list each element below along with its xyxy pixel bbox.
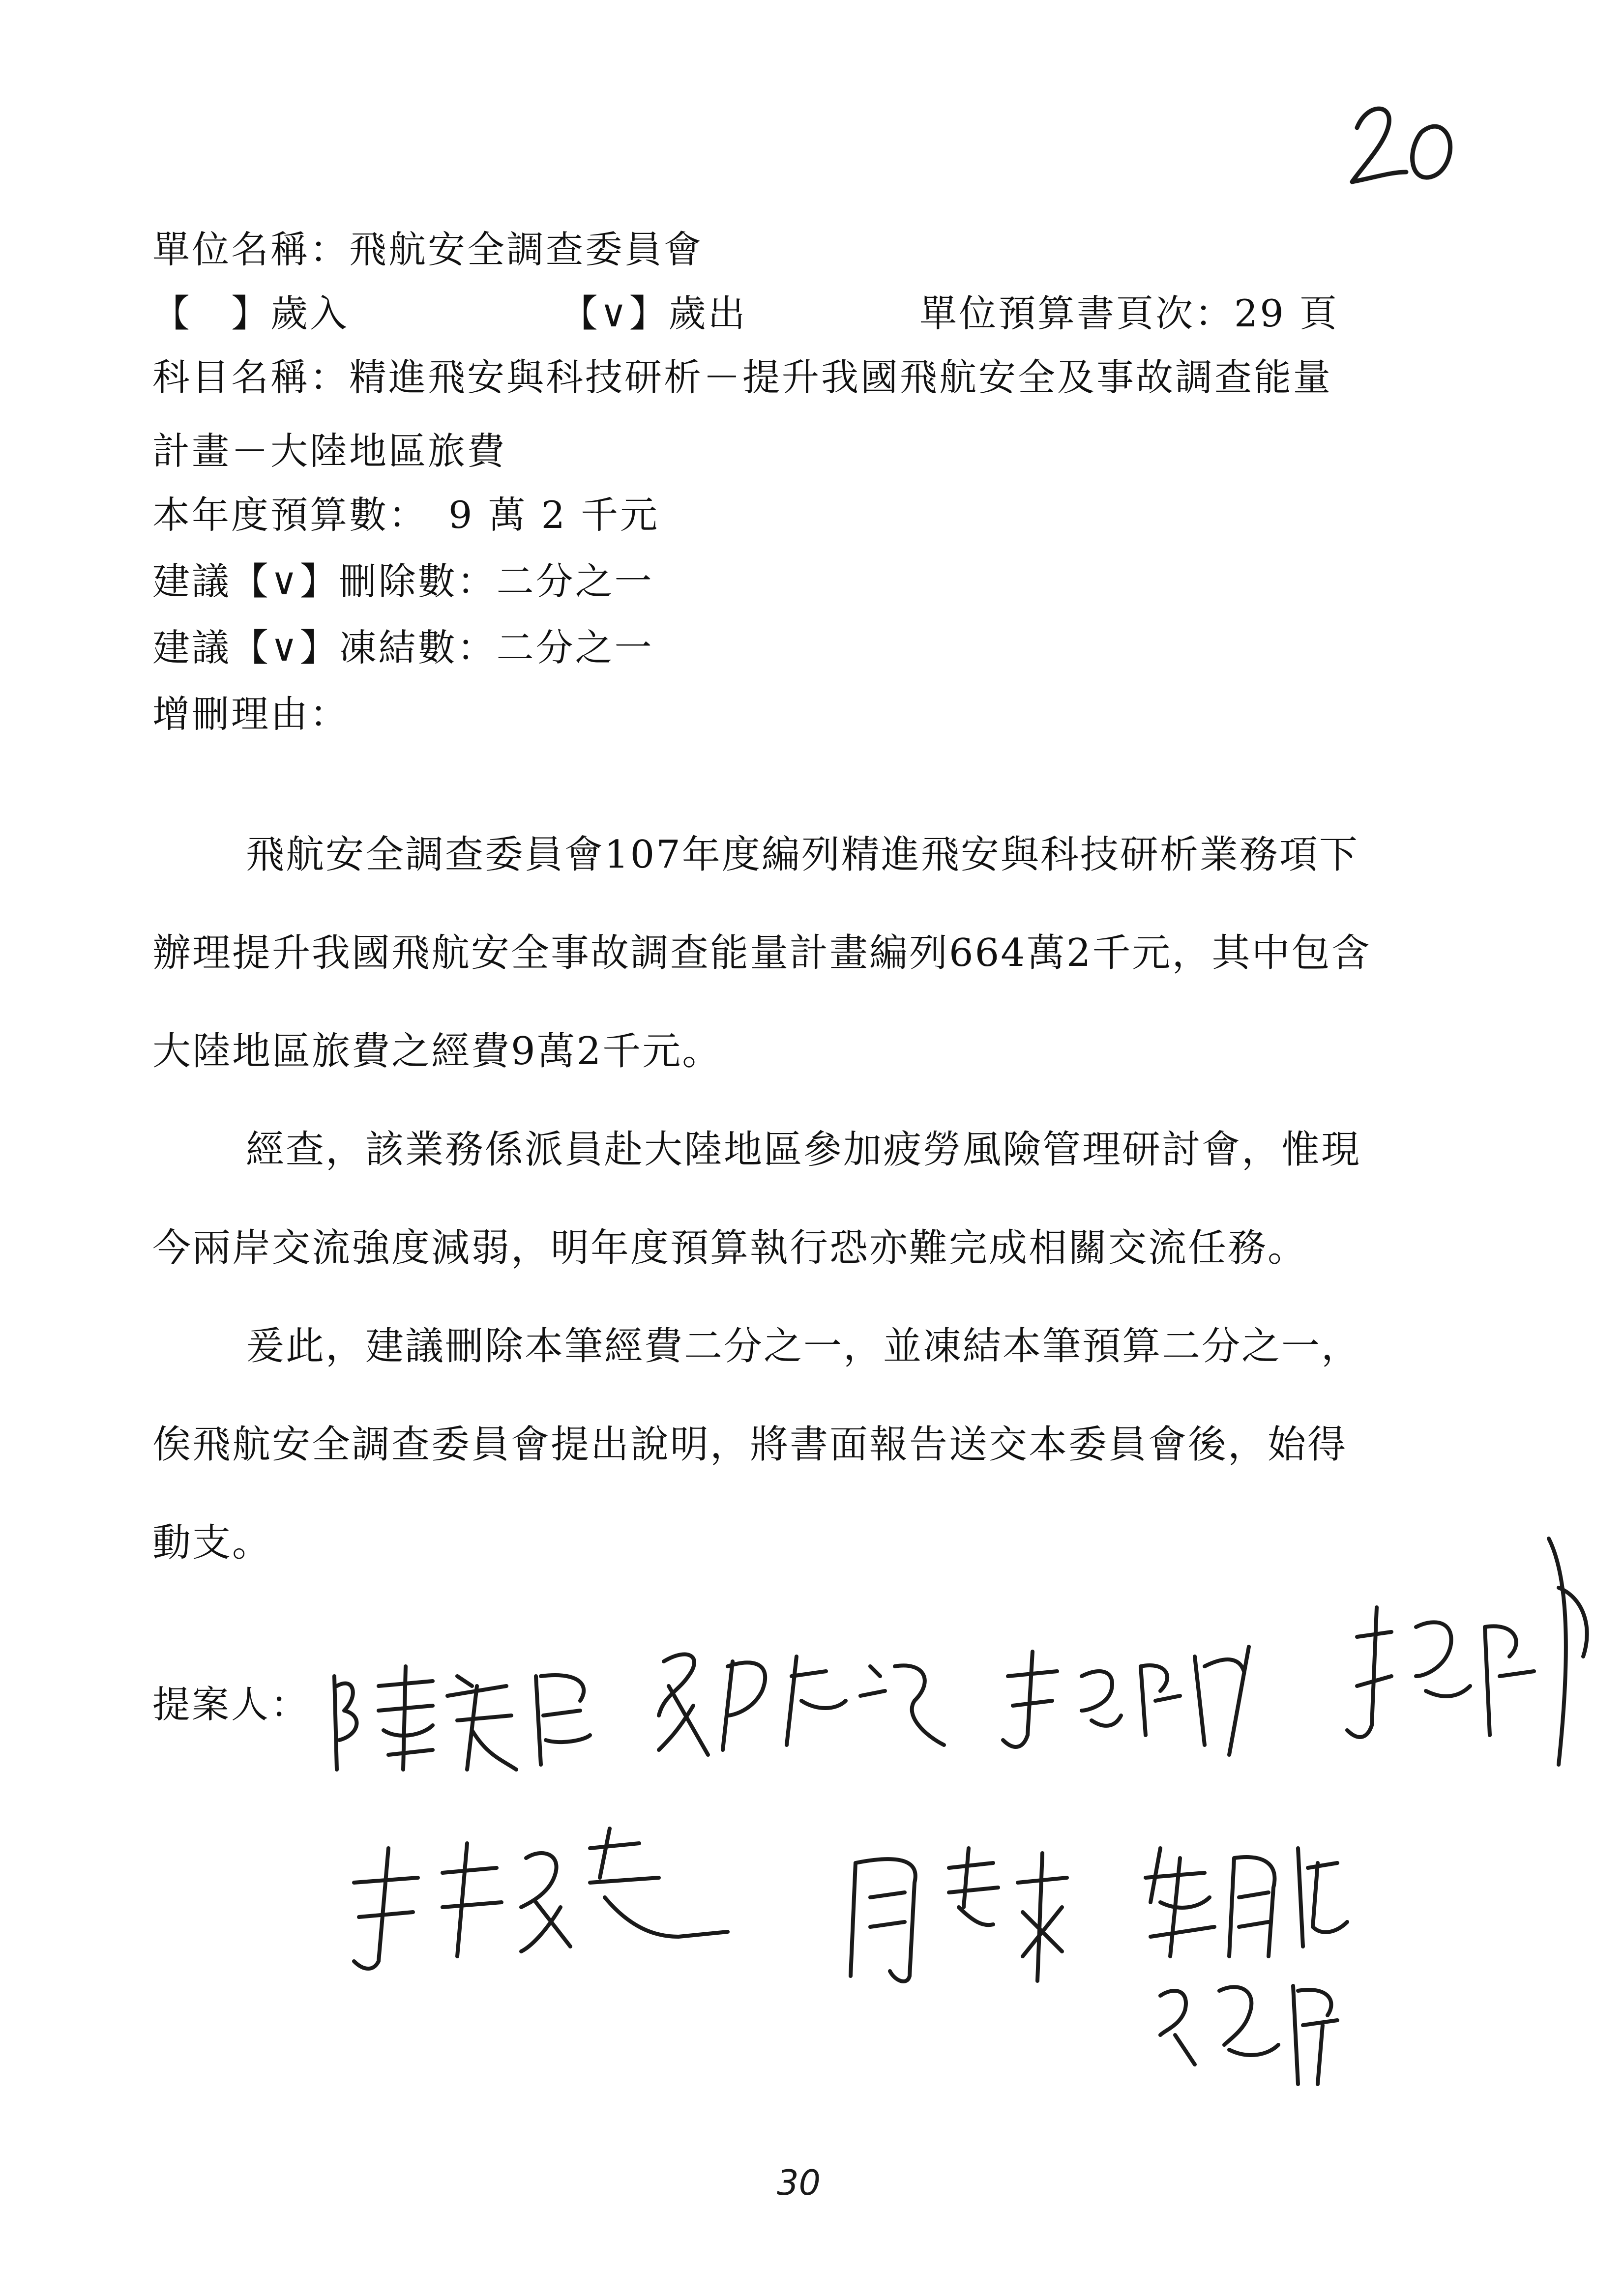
freeze-amount-line: 建議【∨】凍結數：二分之一: [152, 626, 654, 669]
subject-line-2: 計畫－大陸地區旅費: [152, 429, 506, 473]
footer-page-number-text: 30: [777, 2163, 821, 2203]
paragraph-3-line-3: 動支。: [152, 1521, 272, 1565]
budget-amount-line: 本年度預算數： 9 萬 2 千元: [152, 493, 660, 537]
signature-1: [325, 1657, 600, 1779]
reason-label: 增刪理由：: [152, 692, 349, 736]
paragraph-1-line-3: 大陸地區旅費之經費9萬2千元。: [152, 1029, 722, 1074]
signature-3: [993, 1637, 1269, 1765]
signature-4: [1328, 1529, 1603, 1804]
handwritten-page-mark: [1347, 98, 1465, 197]
revenue-checkbox-line: 【 】歲入: [152, 291, 349, 335]
budget-page-line: 單位預算書頁次：29 頁: [919, 291, 1339, 335]
signature-5: [334, 1819, 738, 1976]
paragraph-1-line-2: 辦理提升我國飛航安全事故調查能量計畫編列664萬2千元，其中包含: [152, 931, 1371, 975]
paragraph-2-line-1: 經查，該業務係派員赴大陸地區參加疲勞風險管理研討會，惟現: [246, 1128, 1361, 1172]
expense-checkbox-line: 【∨】歲出: [561, 291, 747, 335]
unit-name-line: 單位名稱：飛航安全調查委員會: [152, 228, 703, 271]
paragraph-3-line-1: 爰此，建議刪除本筆經費二分之一，並凍結本筆預算二分之一，: [246, 1324, 1361, 1368]
signature-2: [649, 1637, 954, 1765]
delete-amount-line: 建議【∨】刪除數：二分之一: [152, 559, 654, 603]
subject-line-1: 科目名稱：精進飛安與科技研析－提升我國飛航安全及事故調查能量: [152, 355, 1332, 399]
footer-page-number: [777, 2163, 821, 2203]
paragraph-1-line-1: 飛航安全調查委員會107年度編列精進飛安與科技研析業務項下: [246, 833, 1359, 877]
page-mark-text: [1357, 113, 1363, 118]
paragraph-2-line-2: 今兩岸交流強度減弱，明年度預算執行恐亦難完成相關交流任務。: [152, 1226, 1308, 1270]
proposer-label: 提案人：: [152, 1683, 310, 1726]
signature-7: [1131, 1829, 1436, 2104]
signature-6: [836, 1833, 1092, 1991]
paragraph-3-line-2: 俟飛航安全調查委員會提出說明，將書面報告送交本委員會後，始得: [152, 1423, 1348, 1467]
